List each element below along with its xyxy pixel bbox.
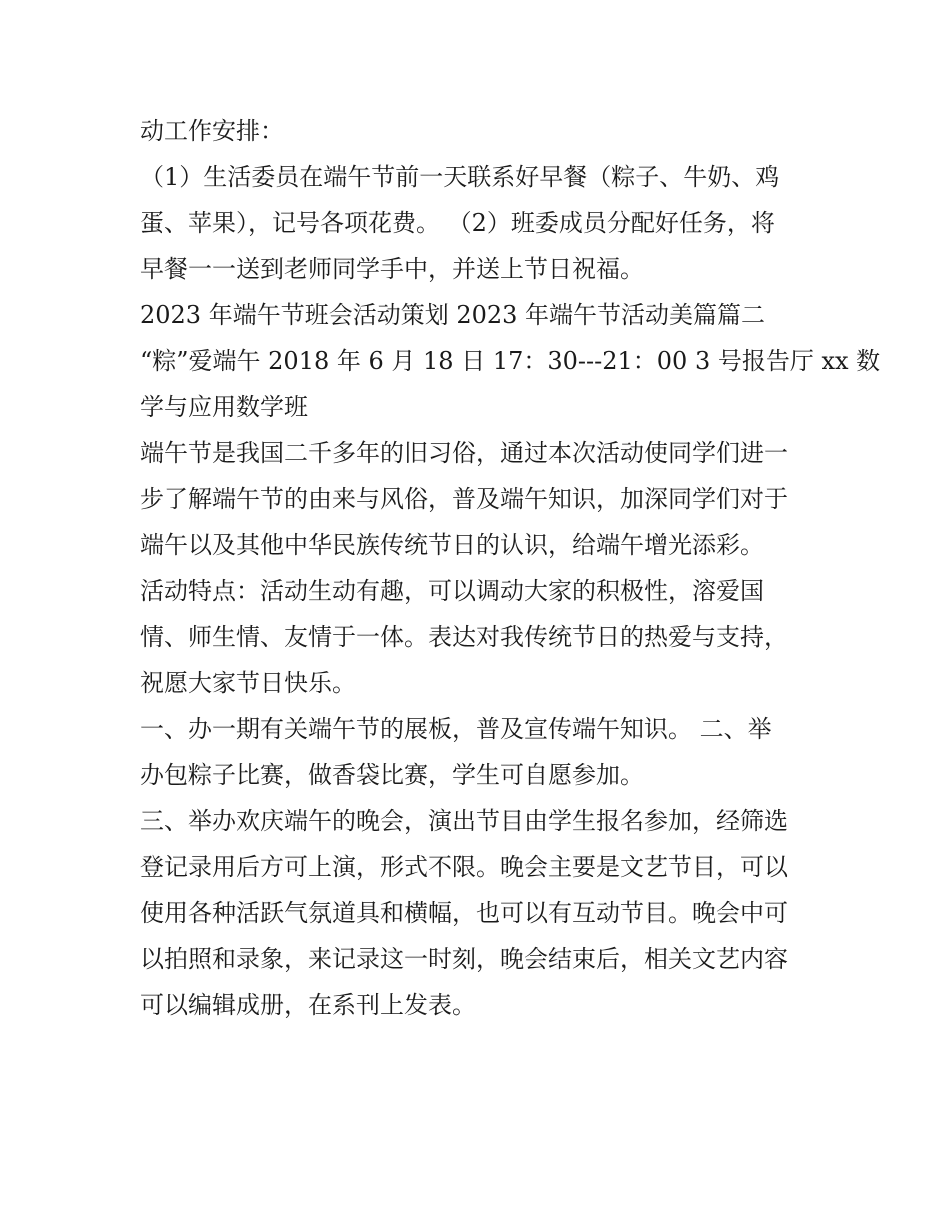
text-line: 情、师生情、友情于一体。表达对我传统节日的热爱与支持， [140, 623, 788, 651]
text-line: “粽”爱端午 2018 年 6 月 18 日 17：30---21：00 3 号报告厅 xx 数 [140, 347, 881, 375]
text-line: 步了解端午节的由来与风俗，普及端午知识，加深同学们对于 [140, 485, 788, 513]
text-line: 学与应用数学班 [140, 393, 308, 421]
text-line: 可以编辑成册，在系刊上发表。 [140, 991, 476, 1019]
text-line: （1）生活委员在端午节前一天联系好早餐（粽子、牛奶、鸡 [140, 163, 780, 191]
text-line: 一、办一期有关端午节的展板，普及宣传端午知识。 二、举 [140, 715, 772, 743]
document-body [140, 108, 881, 1028]
text-line: 以拍照和录象，来记录这一时刻，晚会结束后，相关文艺内容 [140, 945, 788, 973]
text-line: 早餐一一送到老师同学手中，并送上节日祝福。 [140, 255, 644, 283]
text-line: 端午以及其他中华民族传统节日的认识，给端午增光添彩。 [140, 531, 764, 559]
text-line: 登记录用后方可上演，形式不限。晚会主要是文艺节目，可以 [140, 853, 788, 881]
text-line: 端午节是我国二千多年的旧习俗，通过本次活动使同学们进一 [140, 439, 788, 467]
text-line: 祝愿大家节日快乐。 [140, 669, 356, 697]
text-line: 使用各种活跃气氛道具和横幅，也可以有互动节目。晚会中可 [140, 899, 788, 927]
text-line: 三、举办欢庆端午的晚会，演出节目由学生报名参加，经筛选 [140, 807, 788, 835]
text-line: 2023 年端午节班会活动策划 2023 年端午节活动美篇篇二 [140, 301, 766, 329]
text-line: 动工作安排： [140, 117, 284, 145]
text-line: 蛋、苹果），记号各项花费。 （2）班委成员分配好任务，将 [140, 209, 775, 237]
text-line: 活动特点：活动生动有趣，可以调动大家的积极性，溶爱国 [140, 577, 764, 605]
text-line: 办包粽子比赛，做香袋比赛，学生可自愿参加。 [140, 761, 644, 789]
